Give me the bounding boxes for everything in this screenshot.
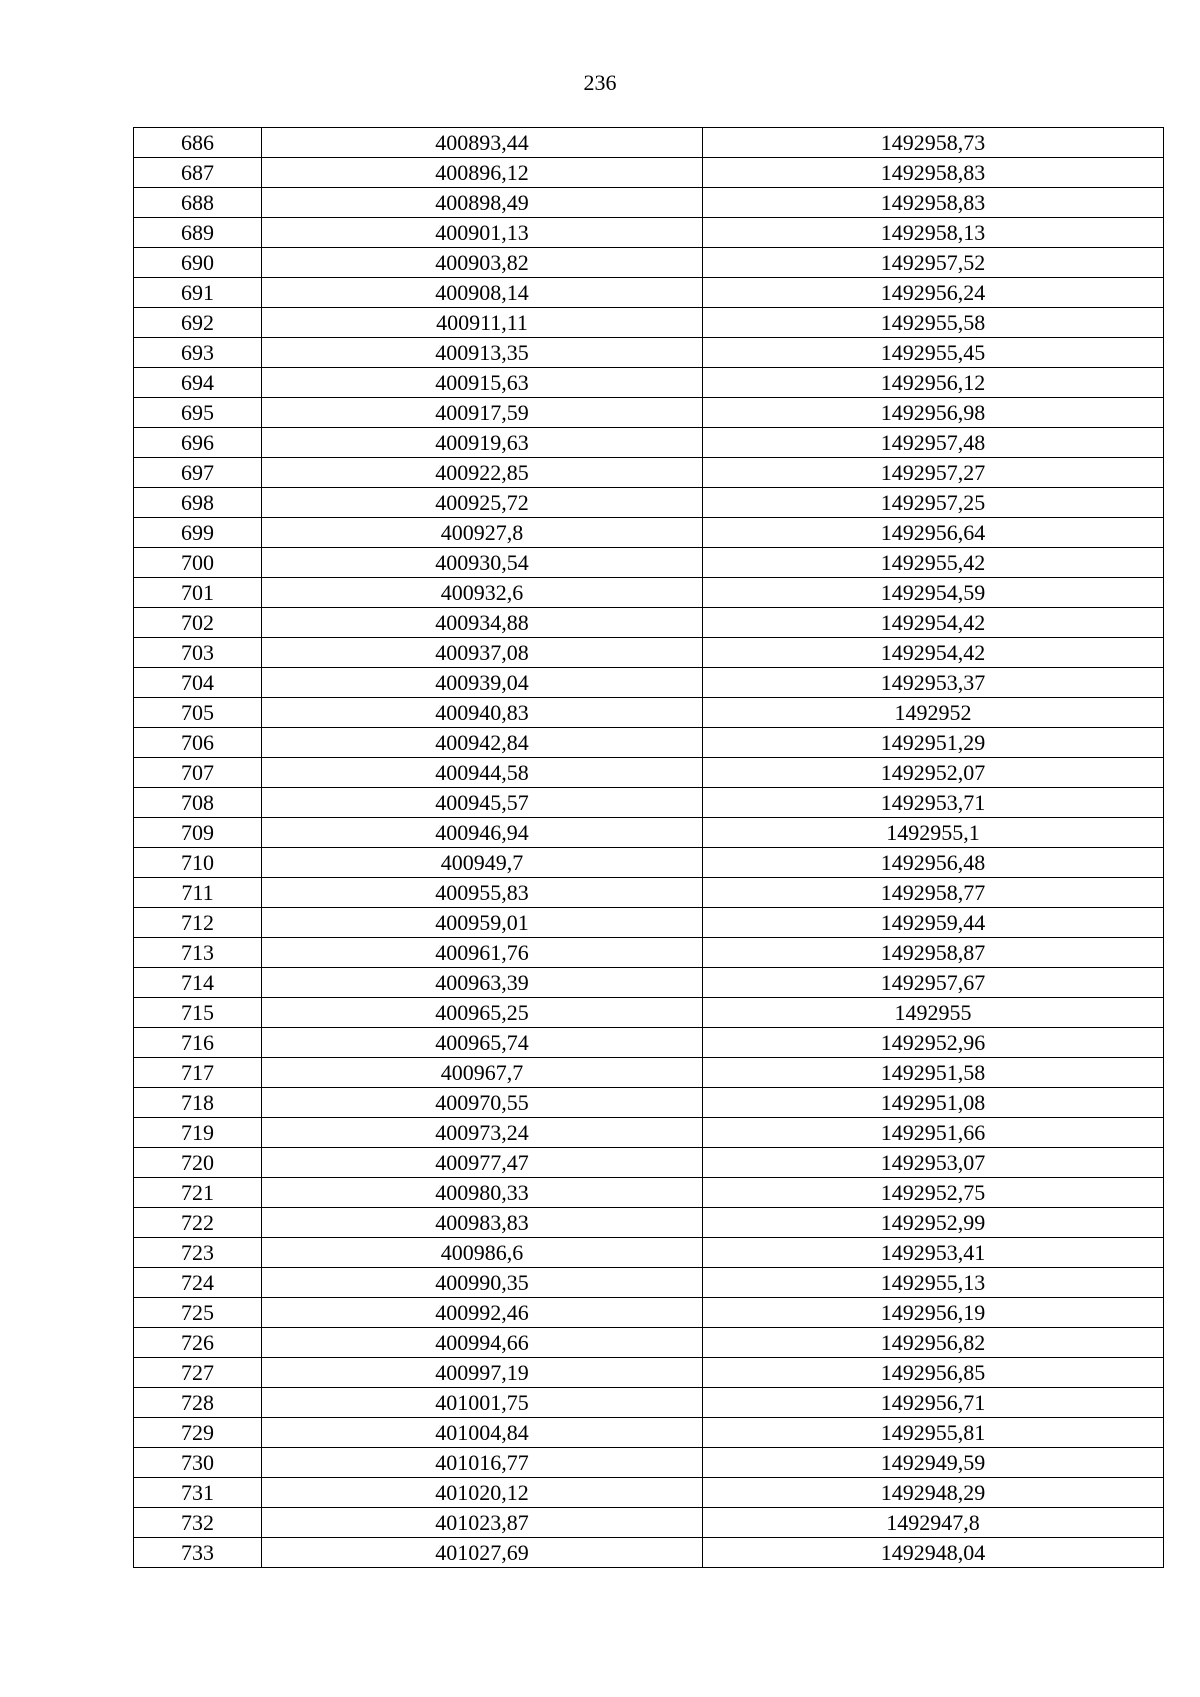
x-coordinate-cell: 401001,75	[262, 1388, 703, 1418]
y-coordinate-cell: 1492951,58	[703, 1058, 1164, 1088]
y-coordinate-cell: 1492957,52	[703, 248, 1164, 278]
point-number-cell: 731	[134, 1478, 262, 1508]
x-coordinate-cell: 400967,7	[262, 1058, 703, 1088]
table-row	[134, 638, 1164, 668]
page-number: 236	[583, 70, 617, 95]
y-coordinate-cell: 1492953,37	[703, 668, 1164, 698]
point-number-cell: 725	[134, 1298, 262, 1328]
y-coordinate-cell: 1492952,99	[703, 1208, 1164, 1238]
y-coordinate-cell: 1492956,19	[703, 1298, 1164, 1328]
x-coordinate-cell: 400983,83	[262, 1208, 703, 1238]
point-number-cell: 694	[134, 368, 262, 398]
y-coordinate-cell: 1492952	[703, 698, 1164, 728]
x-coordinate-cell: 401004,84	[262, 1418, 703, 1448]
table-row	[134, 1538, 1164, 1568]
y-coordinate-cell: 1492956,24	[703, 278, 1164, 308]
x-coordinate-cell: 400944,58	[262, 758, 703, 788]
table-row	[134, 518, 1164, 548]
x-coordinate-cell: 400939,04	[262, 668, 703, 698]
y-coordinate-cell: 1492951,66	[703, 1118, 1164, 1148]
y-coordinate-cell: 1492957,67	[703, 968, 1164, 998]
y-coordinate-cell: 1492959,44	[703, 908, 1164, 938]
y-coordinate-cell: 1492949,59	[703, 1448, 1164, 1478]
x-coordinate-cell: 400955,83	[262, 878, 703, 908]
table-row	[134, 1358, 1164, 1388]
y-coordinate-cell: 1492958,77	[703, 878, 1164, 908]
table-row	[134, 1088, 1164, 1118]
y-coordinate-cell: 1492956,71	[703, 1388, 1164, 1418]
x-coordinate-cell: 400908,14	[262, 278, 703, 308]
table-row	[134, 188, 1164, 218]
table-row	[134, 1448, 1164, 1478]
y-coordinate-cell: 1492958,87	[703, 938, 1164, 968]
table-row	[134, 848, 1164, 878]
y-coordinate-cell: 1492954,42	[703, 638, 1164, 668]
table-row	[134, 488, 1164, 518]
x-coordinate-cell: 400986,6	[262, 1238, 703, 1268]
table-row	[134, 248, 1164, 278]
table-row	[134, 1388, 1164, 1418]
x-coordinate-cell: 400911,11	[262, 308, 703, 338]
x-coordinate-cell: 400970,55	[262, 1088, 703, 1118]
table-row	[134, 158, 1164, 188]
y-coordinate-cell: 1492951,08	[703, 1088, 1164, 1118]
point-number-cell: 686	[134, 128, 262, 158]
y-coordinate-cell: 1492952,07	[703, 758, 1164, 788]
x-coordinate-cell: 400942,84	[262, 728, 703, 758]
x-coordinate-cell: 400945,57	[262, 788, 703, 818]
x-coordinate-cell: 400903,82	[262, 248, 703, 278]
table-row	[134, 308, 1164, 338]
point-number-cell: 704	[134, 668, 262, 698]
table-row	[134, 1508, 1164, 1538]
x-coordinate-cell: 400973,24	[262, 1118, 703, 1148]
point-number-cell: 717	[134, 1058, 262, 1088]
y-coordinate-cell: 1492954,42	[703, 608, 1164, 638]
point-number-cell: 713	[134, 938, 262, 968]
x-coordinate-cell: 400927,8	[262, 518, 703, 548]
table-row	[134, 1418, 1164, 1448]
point-number-cell: 688	[134, 188, 262, 218]
point-number-cell: 710	[134, 848, 262, 878]
table-row	[134, 578, 1164, 608]
point-number-cell: 689	[134, 218, 262, 248]
y-coordinate-cell: 1492953,41	[703, 1238, 1164, 1268]
y-coordinate-cell: 1492955,58	[703, 308, 1164, 338]
table-row	[134, 218, 1164, 248]
table-row	[134, 908, 1164, 938]
y-coordinate-cell: 1492956,64	[703, 518, 1164, 548]
y-coordinate-cell: 1492947,8	[703, 1508, 1164, 1538]
y-coordinate-cell: 1492958,83	[703, 188, 1164, 218]
x-coordinate-cell: 400980,33	[262, 1178, 703, 1208]
x-coordinate-cell: 400977,47	[262, 1148, 703, 1178]
y-coordinate-cell: 1492956,85	[703, 1358, 1164, 1388]
table-row	[134, 968, 1164, 998]
table-row	[134, 1328, 1164, 1358]
table-row	[134, 1118, 1164, 1148]
x-coordinate-cell: 400915,63	[262, 368, 703, 398]
point-number-cell: 733	[134, 1538, 262, 1568]
x-coordinate-cell: 400898,49	[262, 188, 703, 218]
table-row	[134, 368, 1164, 398]
coordinates-table	[133, 127, 1164, 1568]
y-coordinate-cell: 1492955,81	[703, 1418, 1164, 1448]
y-coordinate-cell: 1492956,48	[703, 848, 1164, 878]
point-number-cell: 712	[134, 908, 262, 938]
y-coordinate-cell: 1492955,45	[703, 338, 1164, 368]
point-number-cell: 728	[134, 1388, 262, 1418]
x-coordinate-cell: 400901,13	[262, 218, 703, 248]
x-coordinate-cell: 400990,35	[262, 1268, 703, 1298]
y-coordinate-cell: 1492955	[703, 998, 1164, 1028]
point-number-cell: 697	[134, 458, 262, 488]
point-number-cell: 722	[134, 1208, 262, 1238]
table-row	[134, 608, 1164, 638]
table-row	[134, 278, 1164, 308]
y-coordinate-cell: 1492955,42	[703, 548, 1164, 578]
point-number-cell: 709	[134, 818, 262, 848]
x-coordinate-cell: 400961,76	[262, 938, 703, 968]
table-row	[134, 998, 1164, 1028]
table-row	[134, 458, 1164, 488]
x-coordinate-cell: 400893,44	[262, 128, 703, 158]
x-coordinate-cell: 400940,83	[262, 698, 703, 728]
point-number-cell: 730	[134, 1448, 262, 1478]
table-row	[134, 878, 1164, 908]
y-coordinate-cell: 1492948,04	[703, 1538, 1164, 1568]
point-number-cell: 699	[134, 518, 262, 548]
table-row	[134, 398, 1164, 428]
point-number-cell: 696	[134, 428, 262, 458]
point-number-cell: 693	[134, 338, 262, 368]
table-row	[134, 1298, 1164, 1328]
table-row	[134, 758, 1164, 788]
table-row	[134, 548, 1164, 578]
x-coordinate-cell: 400922,85	[262, 458, 703, 488]
point-number-cell: 705	[134, 698, 262, 728]
point-number-cell: 691	[134, 278, 262, 308]
point-number-cell: 716	[134, 1028, 262, 1058]
y-coordinate-cell: 1492956,12	[703, 368, 1164, 398]
x-coordinate-cell: 400949,7	[262, 848, 703, 878]
point-number-cell: 702	[134, 608, 262, 638]
point-number-cell: 729	[134, 1418, 262, 1448]
table-row	[134, 1478, 1164, 1508]
table-row	[134, 938, 1164, 968]
point-number-cell: 724	[134, 1268, 262, 1298]
x-coordinate-cell: 401020,12	[262, 1478, 703, 1508]
table-row	[134, 1058, 1164, 1088]
y-coordinate-cell: 1492954,59	[703, 578, 1164, 608]
x-coordinate-cell: 400963,39	[262, 968, 703, 998]
table-row	[134, 1148, 1164, 1178]
y-coordinate-cell: 1492955,1	[703, 818, 1164, 848]
point-number-cell: 726	[134, 1328, 262, 1358]
point-number-cell: 723	[134, 1238, 262, 1268]
table-row	[134, 1208, 1164, 1238]
point-number-cell: 703	[134, 638, 262, 668]
x-coordinate-cell: 400997,19	[262, 1358, 703, 1388]
point-number-cell: 711	[134, 878, 262, 908]
x-coordinate-cell: 401027,69	[262, 1538, 703, 1568]
table-row	[134, 788, 1164, 818]
x-coordinate-cell: 400917,59	[262, 398, 703, 428]
x-coordinate-cell: 400994,66	[262, 1328, 703, 1358]
x-coordinate-cell: 400934,88	[262, 608, 703, 638]
coordinates-table-body	[134, 128, 1164, 1568]
y-coordinate-cell: 1492951,29	[703, 728, 1164, 758]
point-number-cell: 706	[134, 728, 262, 758]
y-coordinate-cell: 1492957,25	[703, 488, 1164, 518]
x-coordinate-cell: 400925,72	[262, 488, 703, 518]
point-number-cell: 692	[134, 308, 262, 338]
point-number-cell: 687	[134, 158, 262, 188]
point-number-cell: 718	[134, 1088, 262, 1118]
x-coordinate-cell: 400959,01	[262, 908, 703, 938]
point-number-cell: 701	[134, 578, 262, 608]
table-row	[134, 1268, 1164, 1298]
x-coordinate-cell: 400965,74	[262, 1028, 703, 1058]
y-coordinate-cell: 1492953,71	[703, 788, 1164, 818]
x-coordinate-cell: 400913,35	[262, 338, 703, 368]
point-number-cell: 727	[134, 1358, 262, 1388]
x-coordinate-cell: 400919,63	[262, 428, 703, 458]
x-coordinate-cell: 400932,6	[262, 578, 703, 608]
y-coordinate-cell: 1492958,83	[703, 158, 1164, 188]
y-coordinate-cell: 1492958,73	[703, 128, 1164, 158]
point-number-cell: 695	[134, 398, 262, 428]
point-number-cell: 721	[134, 1178, 262, 1208]
x-coordinate-cell: 400992,46	[262, 1298, 703, 1328]
table-row	[134, 428, 1164, 458]
table-row	[134, 668, 1164, 698]
point-number-cell: 700	[134, 548, 262, 578]
table-row	[134, 128, 1164, 158]
x-coordinate-cell: 400946,94	[262, 818, 703, 848]
point-number-cell: 698	[134, 488, 262, 518]
table-row	[134, 338, 1164, 368]
point-number-cell: 708	[134, 788, 262, 818]
table-row	[134, 1028, 1164, 1058]
x-coordinate-cell: 400930,54	[262, 548, 703, 578]
y-coordinate-cell: 1492948,29	[703, 1478, 1164, 1508]
table-row	[134, 818, 1164, 848]
table-row	[134, 698, 1164, 728]
point-number-cell: 714	[134, 968, 262, 998]
table-row	[134, 1238, 1164, 1268]
y-coordinate-cell: 1492952,75	[703, 1178, 1164, 1208]
y-coordinate-cell: 1492955,13	[703, 1268, 1164, 1298]
point-number-cell: 732	[134, 1508, 262, 1538]
y-coordinate-cell: 1492953,07	[703, 1148, 1164, 1178]
y-coordinate-cell: 1492956,82	[703, 1328, 1164, 1358]
y-coordinate-cell: 1492958,13	[703, 218, 1164, 248]
point-number-cell: 707	[134, 758, 262, 788]
y-coordinate-cell: 1492957,48	[703, 428, 1164, 458]
y-coordinate-cell: 1492957,27	[703, 458, 1164, 488]
point-number-cell: 720	[134, 1148, 262, 1178]
table-row	[134, 728, 1164, 758]
point-number-cell: 719	[134, 1118, 262, 1148]
x-coordinate-cell: 400965,25	[262, 998, 703, 1028]
x-coordinate-cell: 401023,87	[262, 1508, 703, 1538]
x-coordinate-cell: 400896,12	[262, 158, 703, 188]
x-coordinate-cell: 400937,08	[262, 638, 703, 668]
point-number-cell: 690	[134, 248, 262, 278]
y-coordinate-cell: 1492956,98	[703, 398, 1164, 428]
point-number-cell: 715	[134, 998, 262, 1028]
table-row	[134, 1178, 1164, 1208]
y-coordinate-cell: 1492952,96	[703, 1028, 1164, 1058]
x-coordinate-cell: 401016,77	[262, 1448, 703, 1478]
